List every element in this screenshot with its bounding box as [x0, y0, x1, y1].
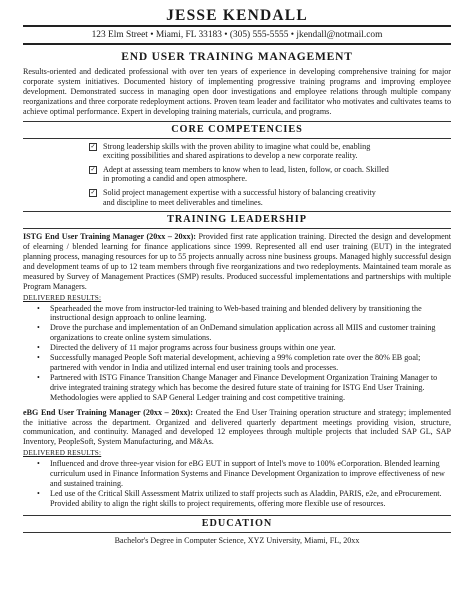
job-description: Provided first rate application training. Directed the design and development of elearning / blended learning for finance applications since 1999. Represented all end user training (EUT) in the integrated planning process, managing resources for up to 55 projects annually across nine business groups. Managed highly successful design and development teams of up to 12 team members through five reorganizations and two redeployments. Maintained team morale as measured by Survey of Management Practices (SMP) results. Produced successful implementations and partnerships with multiple Program Managers. — [23, 232, 451, 291]
bullet-icon: • — [37, 459, 40, 469]
job-entry-ebg — [23, 408, 451, 448]
list-item: • Influenced and drove three-year vision for eBG EUT in support of Intel's move to 100% eCorporation. Blended learning curriculum used in Finance Information Systems and Finance Development Organization to improve effectiveness of new and sustained training. — [37, 459, 445, 489]
contact-line: 123 Elm Street • Miami, FL 33183 • (305) 555-5555 • jkendall@notmail.com — [91, 30, 383, 40]
bullet-icon: • — [37, 372, 40, 382]
bullet-icon: • — [37, 488, 40, 498]
section-heading: TRAINING LEADERSHIP — [167, 214, 307, 226]
results-list — [23, 304, 451, 403]
job-entry-istg — [23, 232, 451, 291]
section-rule-bottom — [23, 138, 451, 139]
header-rule — [23, 25, 451, 27]
bullet-icon: • — [37, 323, 40, 333]
delivered-results-label: DELIVERED RESULTS: — [23, 293, 102, 302]
check-box-icon: ✓ — [90, 143, 96, 150]
competency-item: ✓ Adept at assessing team members to know when to lead, listen, follow, or coach. Skilled in promoting a candid and open atmosphere. — [90, 164, 389, 184]
list-item: • Led use of the Critical Skill Assessment Matrix utilized to staff projects such as Aladdin, PARIS, e2e, and eProcurement. Provided ability to align the right skills to project requirements, offering more flexible use of resources. — [37, 488, 442, 508]
core-competencies-section — [23, 121, 451, 208]
results-list — [23, 459, 451, 509]
education-section — [23, 515, 451, 546]
resume-title: END USER TRAINING MANAGEMENT — [121, 51, 353, 63]
training-leadership-section — [23, 211, 451, 509]
bullet-icon: • — [37, 303, 40, 313]
job-title: eBG End User Training Manager (20xx – 20xx): — [23, 407, 193, 417]
section-heading: EDUCATION — [201, 517, 273, 529]
section-rule-bottom — [23, 228, 451, 229]
check-box-icon: ✓ — [90, 166, 96, 173]
section-rule-bottom — [23, 532, 451, 533]
bullet-icon: • — [37, 343, 40, 353]
competency-item: ✓ Solid project management expertise with a successful history of balancing creativity and discipline to meet deliverables and timelines. — [90, 187, 376, 207]
summary-paragraph: Results-oriented and dedicated professional with over ten years of experience in developing comprehensive training for major corporate system initiatives. Documented history of implementing progressive training programs and improving employee development. Demonstrated success in managing open door investigations and employee relations through multiple company reorganizations and three corporate redeployment actions. Proven team leader and facilitator who motivates and cultivates teams to achieve optimal performance. Expert in developing training materials, curricula, and programs. — [23, 67, 451, 116]
candidate-name: JESSE KENDALL — [166, 7, 308, 24]
list-item: • Drove the purchase and implementation of an OnDemand simulation application across all MIIS and customer training organizations to create online system simulations. — [37, 323, 436, 343]
competency-list — [23, 142, 389, 208]
list-item: • Directed the delivery of 11 major programs across four business groups within one year. — [37, 343, 336, 353]
competency-item: ✓ Strong leadership skills with the proven ability to imagine what could be, enabling exciting possibilities and shared aspirations to develop a new corporate reality. — [90, 141, 371, 161]
check-box-icon: ✓ — [90, 189, 96, 196]
list-item: • Partnered with ISTG Finance Transition Change Manager and Finance Development Organization Training Manager to drive integrated training strategy which has become the desired future state of training for ISTG End User Training. Methodologies were applied to SAP General Ledger training and cost competitive training. — [37, 372, 438, 402]
bullet-icon: • — [37, 353, 40, 363]
contact-rule — [23, 43, 451, 45]
job-description: Created the End User Training operation structure and strategy; implemented the initiative across the department. Organized and delivered quarterly department meetings providing vision, structure, communication, and continuity. Managed and developed 12 employees through multiple projects that included SAP GL, SAP Inventory, PeopleSoft, System Manufacturing, and M&As. — [23, 407, 451, 447]
job-title: ISTG End User Training Manager (20xx – 20xx): — [23, 232, 196, 242]
list-item: • Successfully managed People Soft material development, achieving a 99% completion rate over the 80% EB goal; partnered with vendor in India and utilized internal end user training tools and processes. — [37, 353, 421, 372]
education-entry: Bachelor's Degree in Computer Science, XYZ University, Miami, FL, 20xx — [114, 535, 360, 545]
delivered-results-label: DELIVERED RESULTS: — [23, 449, 102, 458]
section-heading: CORE COMPETENCIES — [171, 123, 303, 135]
list-item: • Spearheaded the move from instructor-led training to Web-based training and blended delivery by transitioning the instructional design approach to online learning. — [37, 303, 422, 323]
